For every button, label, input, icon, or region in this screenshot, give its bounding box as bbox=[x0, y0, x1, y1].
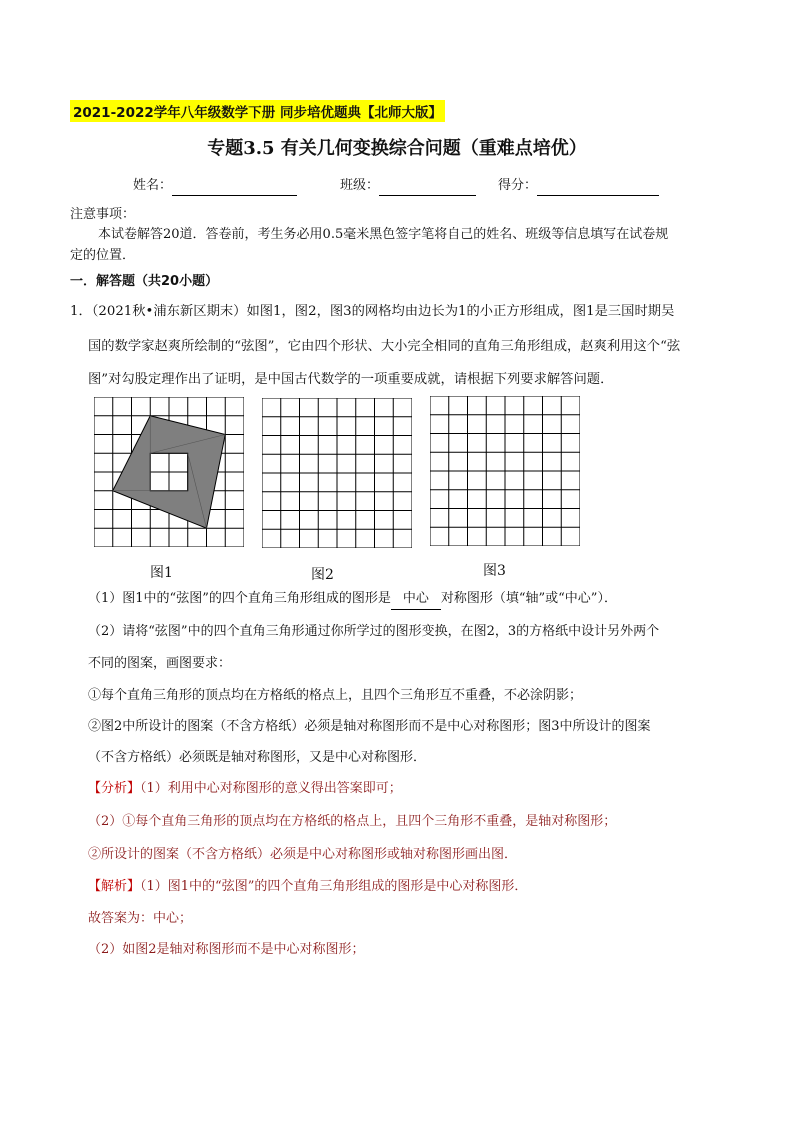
solution-text-1: （1）图1中的“弦图”的四个直角三角形组成的图形是中心对称图形． bbox=[140, 879, 528, 894]
analysis-line-3: ②所设计的图案（不含方格纸）必须是中心对称图形或轴对称图形画出图． bbox=[88, 847, 518, 862]
question-1-line-1: 1．（2021秋•浦东新区期末）如图1，图2，图3的网格均由边长为1的小正方形组成，图1是三国时期吴 bbox=[70, 304, 675, 319]
part-1-question bbox=[88, 589, 617, 610]
name-blank[interactable] bbox=[172, 181, 297, 196]
requirement-2-line-2: （不含方格纸）必须既是轴对称图形，又是中心对称图形． bbox=[88, 750, 427, 765]
solution-line-2: 故答案为：中心； bbox=[88, 911, 193, 926]
score-field bbox=[498, 176, 659, 196]
name-label: 姓名： bbox=[133, 178, 173, 193]
question-1-line-3: 图”对勾股定理作出了证明，是中国古代数学的一项重要成就，请根据下列要求解答问题． bbox=[88, 372, 614, 387]
name-field bbox=[133, 176, 297, 196]
class-blank[interactable] bbox=[379, 181, 476, 196]
part-2-line-1: （2）请将“弦图”中的四个直角三角形通过你所学过的图形变换，在图2，3的方格纸中设计另外两个 bbox=[88, 624, 660, 639]
score-blank[interactable] bbox=[537, 181, 659, 196]
section-heading: 一．解答题（共20小题） bbox=[70, 274, 219, 289]
notice-heading: 注意事项： bbox=[70, 207, 136, 222]
page-title: 专题3.5 有关几何变换综合问题（重难点培优） bbox=[207, 138, 587, 159]
figure-1-caption: 图1 bbox=[150, 565, 173, 581]
solution-line-1 bbox=[88, 877, 527, 897]
requirement-1: ①每个直角三角形的顶点均在方格纸的格点上，且四个三角形互不重叠，不必涂阴影； bbox=[88, 688, 583, 703]
analysis-line-2: （2）①每个直角三角形的顶点均在方格纸的格点上，且四个三角形不重叠，是轴对称图形； bbox=[88, 814, 617, 829]
requirement-2-line-1: ②图2中所设计的图案（不含方格纸）必须是轴对称图形而不是中心对称图形；图3中所设计的图案 bbox=[88, 719, 651, 734]
figure-2-grid bbox=[262, 398, 412, 548]
figure-3-grid bbox=[430, 396, 580, 546]
part-2-line-2: 不同的图案，画图要求： bbox=[88, 656, 232, 671]
question-1-line-2: 国的数学家赵爽所绘制的“弦图”，它由四个形状、大小完全相同的直角三角形组成，赵爽利用这个“弦 bbox=[88, 339, 681, 354]
score-label: 得分： bbox=[498, 178, 538, 193]
solution-line-3: （2）如图2是轴对称图形而不是中心对称图形； bbox=[88, 942, 365, 957]
class-label: 班级： bbox=[340, 178, 380, 193]
analysis-tag: 【分析】 bbox=[88, 781, 141, 796]
part-1-after: 对称图形（填“轴”或“中心”）． bbox=[440, 591, 617, 606]
course-banner: 2021-2022学年八年级数学下册 同步培优题典【北师大版】 bbox=[70, 100, 445, 122]
analysis-text-1: （1）利用中心对称图形的意义得出答案即可； bbox=[140, 781, 402, 796]
part-1-before: （1）图1中的“弦图”的四个直角三角形组成的图形是 bbox=[88, 591, 391, 606]
class-field bbox=[340, 176, 476, 196]
analysis-line-1 bbox=[88, 779, 402, 799]
figure-3-caption: 图3 bbox=[483, 563, 506, 579]
notice-line-1: 本试卷解答20道．答卷前，考生务必用0.5毫米黑色签字笔将自己的姓名、班级等信息填写在试卷规 bbox=[98, 227, 669, 242]
figure-1-xian-diagram bbox=[94, 397, 244, 547]
solution-tag: 【解析】 bbox=[88, 879, 141, 894]
figure-2-caption: 图2 bbox=[311, 567, 334, 583]
notice-line-2: 定的位置． bbox=[70, 248, 136, 263]
part-1-answer: 中心 bbox=[391, 589, 441, 610]
